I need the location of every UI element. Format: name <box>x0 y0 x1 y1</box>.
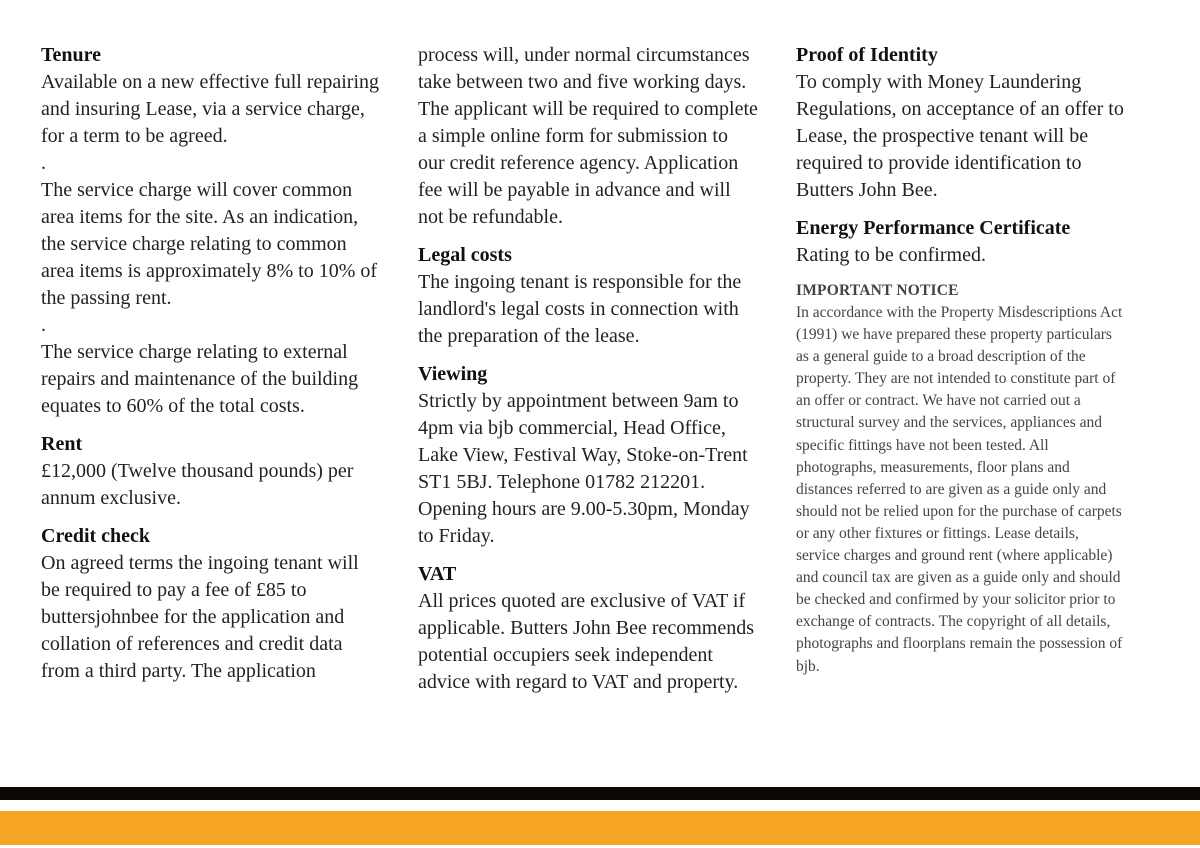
epc-heading: Energy Performance Certificate <box>796 217 1071 239</box>
proof-of-identity-heading: Proof of Identity <box>796 44 938 66</box>
epc-section <box>796 215 1164 269</box>
vat-section <box>418 561 784 696</box>
proof-of-identity-section <box>796 42 1164 204</box>
tenure-text: Available on a new effective full repairing and insuring Lease, via a service charge, for a term to be agreed. . The service charge will cover common area items for the site. As an indication, the service charge relating to common area items is approximately 8% to 10% of the passing rent. . The service charge relating to external repairs and maintenance of the building equates to 60% of the total costs. <box>41 71 379 417</box>
rent-text: £12,000 (Twelve thousand pounds) per annum exclusive. <box>41 460 354 509</box>
footer-accent-bar <box>0 811 1200 845</box>
legal-costs-section <box>418 242 784 350</box>
tenure-section <box>41 42 407 420</box>
important-notice-section <box>796 280 1164 678</box>
rent-section <box>41 431 407 512</box>
important-notice-text: In accordance with the Property Misdescriptions Act (1991) we have prepared these property particulars as a general guide to a broad description of the property. They are not intended to constitute part of an offer or contract. We have not carried out a structural survey and the services, appliances and specific fittings have not been tested. All photographs, measurements, floor plans and distances referred to are given as a guide only and should not be relied upon for the purchase of carpets or any other fixtures or fittings. Lease details, service charges and ground rent (where applicable) and council tax are given as a guide only and should be checked and confirmed by your solicitor prior to exchange of contracts. The copyright of all details, photographs and floorplans remain the possession of bjb. <box>796 304 1123 675</box>
viewing-text: Strictly by appointment between 9am to 4pm via bjb commercial, Head Office, Lake View, Festival Way, Stoke-on-Trent ST1 5BJ. Telephone 01782 212201. Opening hours are 9.00-5.30pm, Monday to Friday. <box>418 390 750 547</box>
credit-check-text: On agreed terms the ingoing tenant will be required to pay a fee of £85 to buttersjohnbee for the application and collation of references and credit data from a third party. The application <box>41 552 359 682</box>
footer-dark-bar <box>0 787 1200 800</box>
proof-of-identity-text: To comply with Money Laundering Regulations, on acceptance of an offer to Lease, the prospective tenant will be required to provide identification to Butters John Bee. <box>796 71 1124 201</box>
rent-heading: Rent <box>41 433 83 455</box>
vat-text: All prices quoted are exclusive of VAT if applicable. Butters John Bee recommends potential occupiers seek independent advice with regard to VAT and property. <box>418 590 755 693</box>
viewing-section <box>418 361 784 550</box>
legal-costs-text: The ingoing tenant is responsible for the landlord's legal costs in connection with the preparation of the lease. <box>418 271 742 347</box>
tenure-heading: Tenure <box>41 44 102 66</box>
credit-check-continued-text: process will, under normal circumstances take between two and five working days. The applicant will be required to complete a simple online form for submission to our credit reference agency. Application fee will be payable in advance and will not be refundable. <box>418 44 758 228</box>
important-notice-heading: IMPORTANT NOTICE <box>796 282 959 299</box>
legal-costs-heading: Legal costs <box>418 244 512 266</box>
credit-check-heading: Credit check <box>41 525 151 547</box>
vat-heading: VAT <box>418 563 457 585</box>
epc-text: Rating to be confirmed. <box>796 244 986 266</box>
viewing-heading: Viewing <box>418 363 488 385</box>
credit-check-section <box>41 523 407 685</box>
column-right <box>796 42 1164 678</box>
column-middle <box>418 42 784 696</box>
column-left <box>41 42 407 685</box>
